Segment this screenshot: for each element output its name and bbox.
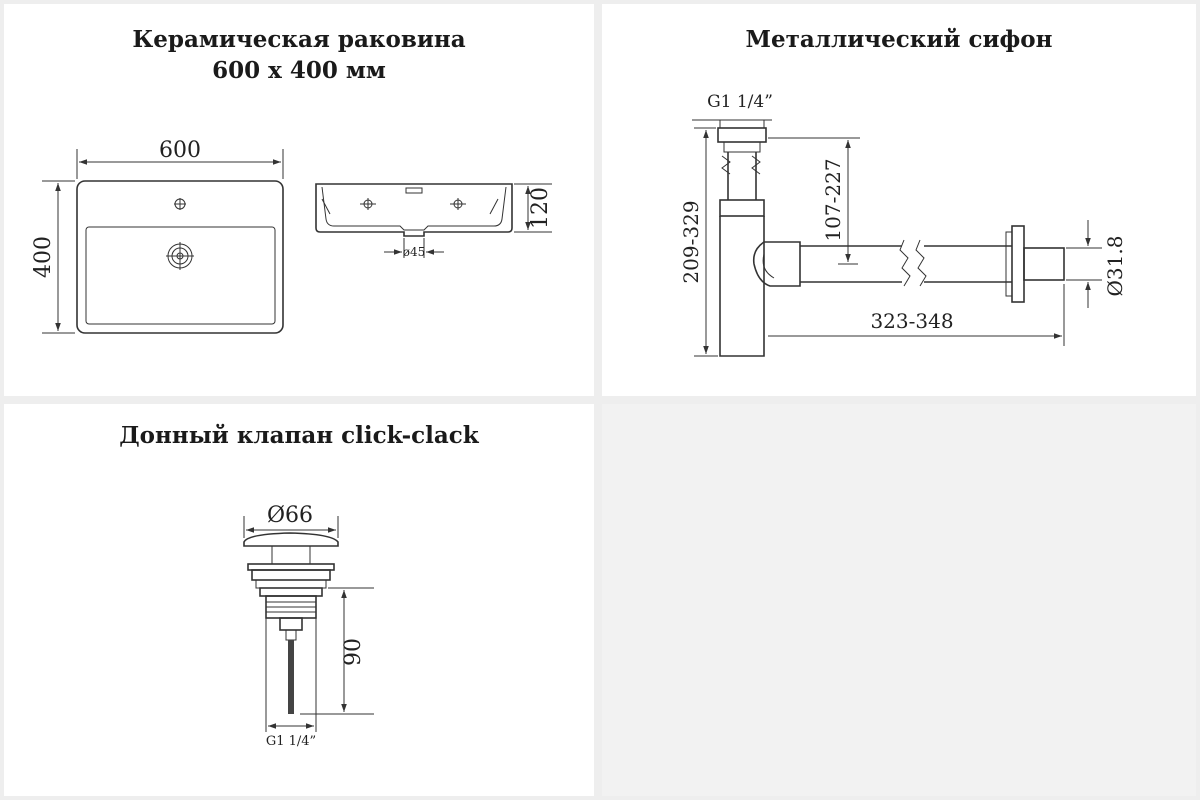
sink-width-dimension xyxy=(77,138,283,179)
siphon-thread-label: G1 1/4” xyxy=(707,92,773,112)
drain-hole-icon xyxy=(166,242,194,270)
valve-thread-label: G1 1/4” xyxy=(265,734,317,749)
siphon-panel xyxy=(602,4,1196,396)
overflow-right-icon xyxy=(450,198,466,210)
siphon-total-height-label: 209-329 xyxy=(679,200,703,284)
overflow-left-icon xyxy=(360,198,376,210)
sink-title-line1: Керамическая раковина xyxy=(132,26,466,53)
sink-drain-dimension xyxy=(384,238,444,259)
valve-title: Донный клапан click-clack xyxy=(119,422,479,449)
sink-panel xyxy=(4,4,594,396)
sink-height-label: 400 xyxy=(31,236,56,278)
sink-height-dimension xyxy=(31,181,75,333)
sink-depth-dimension xyxy=(514,184,553,232)
siphon-drawing xyxy=(602,4,1196,396)
valve-height-label: 90 xyxy=(341,638,366,666)
sink-width-label: 600 xyxy=(159,138,201,163)
siphon-length-label: 323-348 xyxy=(870,309,954,333)
siphon-outlet-height-dimension xyxy=(768,138,860,264)
siphon-length-dimension xyxy=(768,284,1064,346)
sink-drain-label: ø45 xyxy=(402,245,426,259)
valve-panel xyxy=(4,404,594,796)
sink-depth-label: 120 xyxy=(528,187,553,229)
siphon-pipe-diameter-label: Ø31.8 xyxy=(1103,235,1127,297)
sink-top-view xyxy=(77,181,283,333)
valve-cap-diameter-label: Ø66 xyxy=(266,503,314,528)
sink-drawing xyxy=(4,4,594,396)
siphon-total-height-dimension xyxy=(679,128,718,356)
siphon-thread-dimension xyxy=(692,92,773,128)
siphon-title: Металлический сифон xyxy=(745,26,1053,53)
empty-panel xyxy=(602,404,1196,796)
valve-body xyxy=(244,533,338,714)
siphon-outlet-height-label: 107-227 xyxy=(821,158,845,242)
faucet-hole-icon xyxy=(174,198,186,210)
siphon-pipe-diameter-dimension xyxy=(1066,220,1127,308)
sink-side-view xyxy=(316,184,512,236)
sink-title-line2: 600 x 400 мм xyxy=(212,57,386,84)
valve-thread xyxy=(266,602,316,612)
valve-drawing xyxy=(4,404,594,796)
